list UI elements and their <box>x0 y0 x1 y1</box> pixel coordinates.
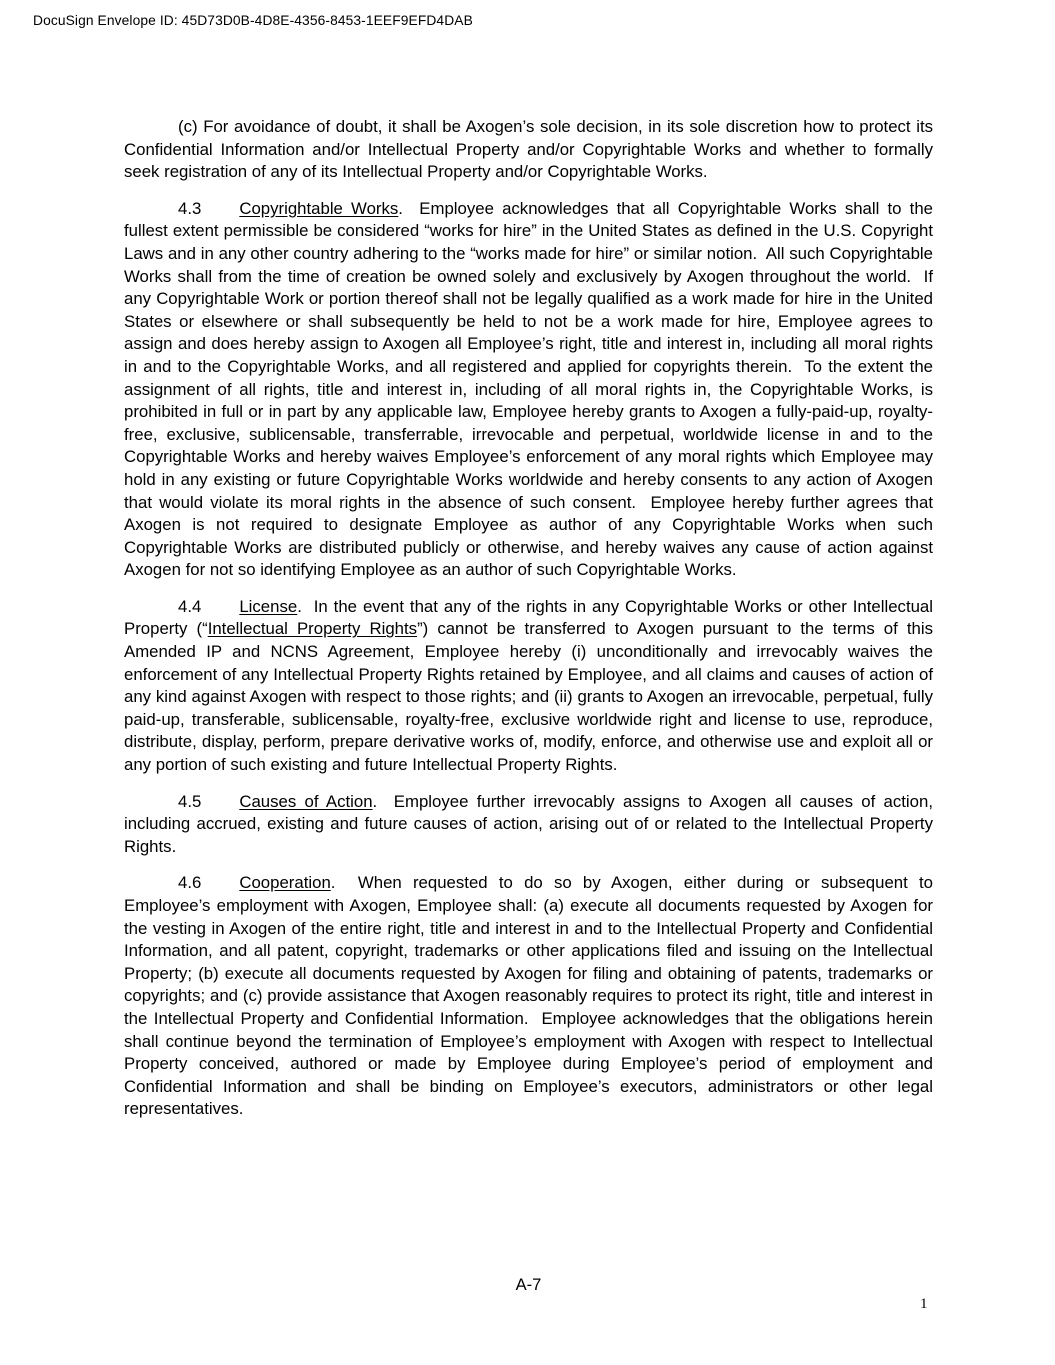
page-number: 1 <box>920 1296 928 1312</box>
section-4-5 <box>124 791 933 859</box>
text-run: . When requested to do so by Axogen, either during or subsequent to Employee’s employment with Axogen, Employee shall: (a) execute all documents requested by Axogen for the vesting in Axogen of the entire right, title and interest in and to the Intellectual Property and Confidential Information, and all patent, copyright, trademarks or other applications filed and issuing on the Intellectual Property; (b) execute all documents requested by Axogen for filing and obtaining of patents, trademarks or copyrights; and (c) provide assistance that Axogen reasonably requires to protect its right, title and interest in the Intellectual Property and Confidential Information. Employee acknowledges that the obligations herein shall continue beyond the termination of Employee’s employment with Axogen with respect to Intellectual Property conceived, authored or made by Employee during Employee’s period of employment and Confidential Information and shall be binding on Employee’s executors, administrators or other legal representatives. <box>124 873 933 1119</box>
underlined-heading: Intellectual Property Rights <box>207 619 418 639</box>
underlined-heading: Copyrightable Works <box>239 198 399 218</box>
document-body <box>124 116 933 1121</box>
text-run: . In the event that any of the rights in any Copyrightable Works or other Intellectual Property (“ <box>124 596 933 639</box>
text-run: 4.4 <box>178 596 202 616</box>
docusign-envelope-id: DocuSign Envelope ID: 45D73D0B-4D8E-4356-8453-1EEF9EFD4DAB <box>33 13 473 28</box>
text-run: 4.6 <box>178 873 202 893</box>
page-label: A-7 <box>515 1276 542 1294</box>
section-4-4 <box>124 596 933 777</box>
text-run: 4.3 <box>178 198 202 218</box>
text-run: (c) For avoidance of doubt, it shall be Axogen’s sole decision, in its sole discretion how to protect its Confidential Information and/or Intellectual Property and/or Copyrightable Works and whether to formally seek registration of any of its Intellectual Property and/or Copyrightable Works. <box>124 117 933 182</box>
underlined-heading: Cooperation <box>239 873 331 893</box>
section-4-3 <box>124 198 933 582</box>
text-run: . Employee further irrevocably assigns to Axogen all causes of action, including accrued, existing and future causes of action, arising out of or related to the Intellectual Property Rights. <box>124 791 933 856</box>
underlined-heading: Causes of Action <box>239 791 373 811</box>
text-run: 4.5 <box>178 791 202 811</box>
text-run: . Employee acknowledges that all Copyrightable Works shall to the fullest extent permissible be considered “works for hire” in the United States as defined in the U.S. Copyright Laws and in any other country adhering to the “works made for hire” or similar notion. All such Copyrightable Works shall from the time of creation be owned solely and exclusively by Axogen throughout the world. If any Copyrightable Work or portion thereof shall not be legally qualified as a work made for hire in the United States or elsewhere or shall subsequently be held to not be a work made for hire, Employee agrees to assign and does hereby assign to Axogen all Employee’s right, title and interest in, including all moral rights in and to the Copyrightable Works, and all registered and applied for copyrights therein. To the extent the assignment of all rights, title and interest in, including of all moral rights in, the Copyrightable Works, is prohibited in full or in part by any applicable law, Employee hereby grants to Axogen a fully-paid-up, royalty-free, exclusive, sublicensable, transferrable, irrevocable and perpetual, worldwide license in and to the Copyrightable Works and hereby waives Employee’s enforcement of any moral rights which Employee may hold in any existing or future Copyrightable Works worldwide and hereby consents to any action of Axogen that would violate its moral rights in the absence of such consent. Employee hereby further agrees that Axogen is not required to designate Employee as author of any Copyrightable Works when such Copyrightable Works are distributed publicly or otherwise, and hereby waives any cause of action against Axogen for not so identifying Employee as an author of such Copyrightable Works. <box>124 198 933 580</box>
clause-c <box>124 116 933 184</box>
underlined-heading: License <box>239 596 298 616</box>
text-run: ”) cannot be transferred to Axogen pursuant to the terms of this Amended IP and NCNS Agreement, Employee hereby (i) unconditionally and irrevocably waives the enforcement of any Intellectual Property Rights retained by Employee, and all claims and causes of action of any kind against Axogen with respect to those rights; and (ii) grants to Axogen an irrevocable, perpetual, fully paid-up, transferable, sublicensable, royalty-free, exclusive worldwide right and license to use, reproduce, distribute, display, perform, prepare derivative works of, modify, enforce, and otherwise use and exploit all or any portion of such existing and future Intellectual Property Rights. <box>124 619 933 775</box>
section-4-6 <box>124 872 933 1121</box>
